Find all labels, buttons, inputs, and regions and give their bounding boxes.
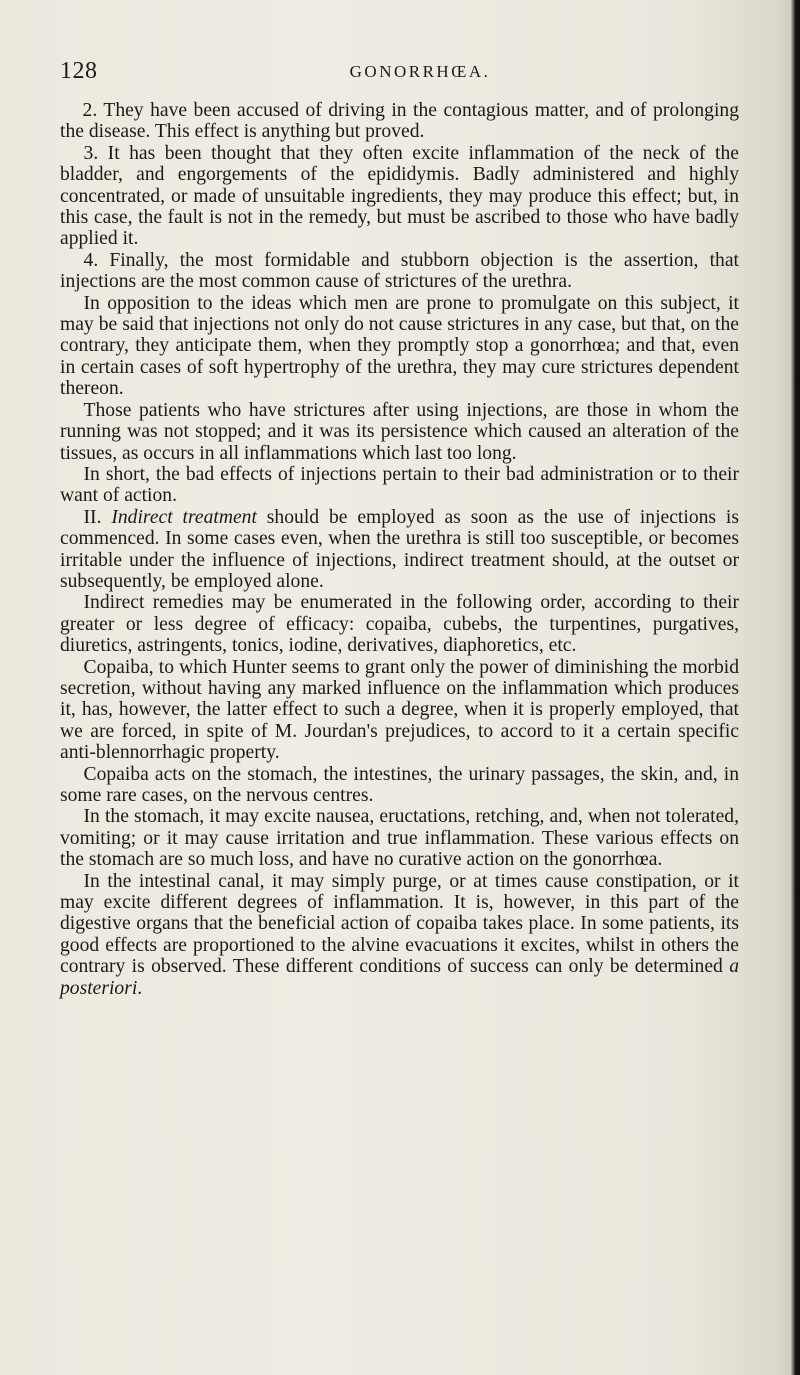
- paragraph-lead: In the intestinal canal, it may simply purge, or at times cause constipation, or it may excite different degrees of inflammation. It is, however, in this part of the digestive organs that the beneficial action of copaiba takes place. In some patients, its good effects are proportioned to the alvine evacuations it excites, whilst in others the contrary is observed. These different conditions of success can only be determined: [60, 870, 739, 978]
- italic-term: Indirect treatment: [111, 506, 257, 528]
- paragraph: In opposition to the ideas which men are prone to promulgate on this subject, it may be said that injections not only do not cause strictures in any case, but that, on the contrary, they anticipate them, when they promptly stop a gonorrhœa; and that, even in certain cases of soft hypertrophy of the urethra, they may cure strictures dependent thereon.: [60, 292, 739, 400]
- paragraph: Copaiba, to which Hunter seems to grant only the power of diminishing the morbid secretion, without having any marked influence on the inflammation which produces it, has, however, the latter effect to such a degree, when it is properly employed, that we are forced, in spite of M. Jourdan's prejudices, to accord to it a certain specific anti-blennorrhagic property.: [60, 656, 739, 764]
- paragraph: 4. Finally, the most formidable and stubborn objection is the assertion, that injections are the most common cause of strictures of the urethra.: [60, 249, 739, 293]
- body-text: [60, 100, 739, 999]
- paragraph: 2. They have been accused of driving in the contagious matter, and of prolonging the disease. This effect is anything but proved.: [60, 100, 739, 143]
- page-edge-shadow: [790, 0, 800, 1375]
- paragraph-rest: .: [137, 977, 143, 999]
- paragraph: [60, 507, 739, 593]
- paragraph: Copaiba acts on the stomach, the intestines, the urinary passages, the skin, and, in some rare cases, on the nervous centres.: [60, 763, 739, 806]
- page-header: [60, 58, 740, 88]
- paragraph: In short, the bad effects of injections pertain to their bad administration or to their want of action.: [60, 463, 739, 507]
- paragraph: Indirect remedies may be enumerated in the following order, according to their greater or less degree of efficacy: copaiba, cubebs, the turpentines, purgatives, diuretics, astringents, tonics, iodine, derivatives, diaphoretics, etc.: [60, 592, 739, 657]
- italic-term: a posteriori: [60, 956, 739, 999]
- paragraph-rest: should be employed as soon as the use of injections is commenced. In some cases even, when the urethra is still too susceptible, or becomes irritable under the influence of injections, indirect treatment should, at the outset or subsequently, be employed alone.: [60, 506, 739, 592]
- running-title: GONORRHŒA.: [349, 62, 491, 81]
- paragraph: In the stomach, it may excite nausea, eructations, retching, and, when not tolerated, vomiting; or it may cause irritation and true inflammation. These various effects on the stomach are so much loss, and have no curative action on the gonorrhœa.: [60, 806, 739, 871]
- paragraph-lead: II.: [83, 506, 112, 528]
- paragraph: 3. It has been thought that they often excite inflammation of the neck of the bladder, and engorgements of the epididymis. Badly administered and highly concentrated, or made of unsuitable ingredients, they may produce this effect; but, in this case, the fault is not in the remedy, but must be ascribed to those who have badly applied it.: [60, 142, 739, 250]
- page-number: 128: [60, 58, 98, 84]
- paragraph: Those patients who have strictures after using injections, are those in whom the running was not stopped; and it was its persistence which caused an alteration of the tissues, as occurs in all inflammations which last too long.: [60, 399, 739, 464]
- paragraph: [60, 871, 739, 999]
